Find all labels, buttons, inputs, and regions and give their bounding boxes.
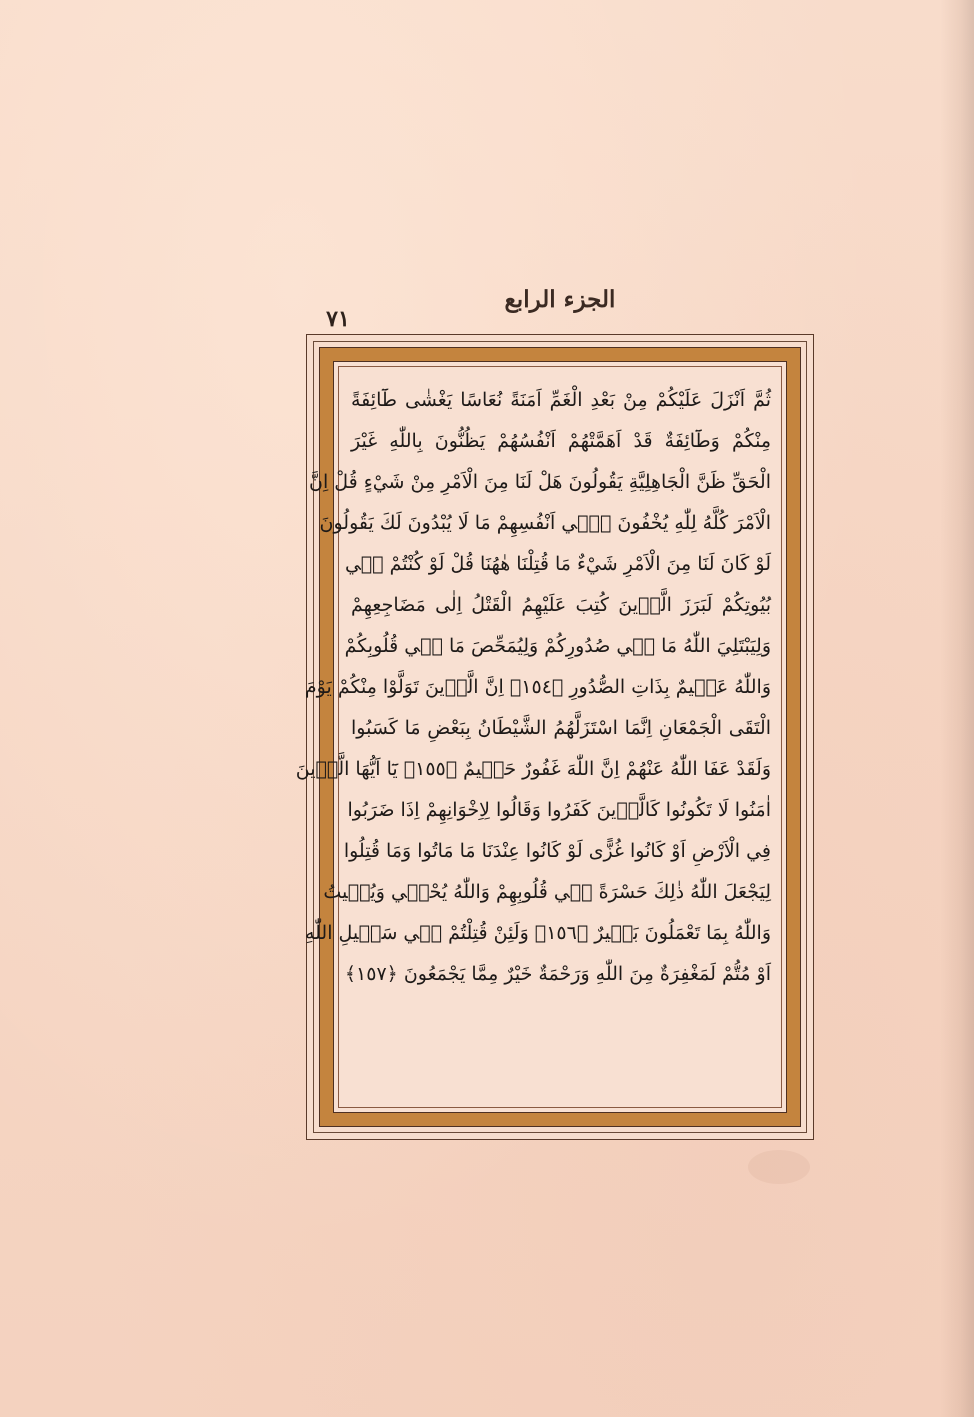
ornamental-frame [295,334,814,1140]
text-line: مِنْكُمْ وَطَٓائِفَةٌ قَدْ اَهَمَّتْهُمْ اَنْفُسُهُمْ يَظُنُّونَ بِاللّٰهِ غَيْرَ [351,429,771,452]
page-number: ٧١ [326,306,350,332]
text-line: وَلَقَدْ عَفَا اللّٰهُ عَنْهُمْ اِنَّ اللّٰهَ غَفُورٌ حَلٖيمٌ ﴿١٥٥﴾ يَٓا اَيُّهَا الَّذٖينَ [295,757,771,780]
text-line: بُيُوتِكُمْ لَبَرَزَ الَّذٖينَ كُتِبَ عَلَيْهِمُ الْقَتْلُ اِلٰى مَضَاجِعِهِمْ [351,593,771,616]
text-line: لِيَجْعَلَ اللّٰهُ ذٰلِكَ حَسْرَةً فٖي قُلُوبِهِمْ وَاللّٰهُ يُحْيٖي وَيُمٖيتُ [323,880,771,903]
text-line: الْاَمْرَ كُلَّهُ لِلّٰهِ يُخْفُونَ فٖٓي اَنْفُسِهِمْ مَا لَا يُبْدُونَ لَكَ يَقُولُونَ [319,511,771,534]
text-line: ثُمَّ اَنْزَلَ عَلَيْكُمْ مِنْ بَعْدِ الْغَمِّ اَمَنَةً نُعَاسًا يَغْشٰى طَٓائِفَةً [351,388,771,411]
text-line: وَاللّٰهُ عَلٖيمٌ بِذَاتِ الصُّدُورِ ﴿١٥٤﴾ اِنَّ الَّذٖينَ تَوَلَّوْا مِنْكُمْ يَوْمَ [304,675,771,698]
text-line: اَوْ مُتُّمْ لَمَغْفِرَةٌ مِنَ اللّٰهِ وَرَحْمَةٌ خَيْرٌ مِمَّا يَجْمَعُونَ ﴿١٥٧﴾ [344,962,771,985]
text-line: الْتَقَى الْجَمْعَانِ اِنَّمَا اسْتَزَلَّهُمُ الشَّيْطَانُ بِبَعْضِ مَا كَسَبُوا [351,716,771,739]
text-line: وَاللّٰهُ بِمَا تَعْمَلُونَ بَصٖيرٌ ﴿١٥٦﴾ وَلَئِنْ قُتِلْتُمْ فٖي سَبٖيلِ اللّٰهِ [304,921,771,944]
juz-title: الجزء الرابع [504,286,616,313]
faded-stamp [748,1150,810,1184]
text-line: الْحَقِّ ظَنَّ الْجَاهِلِيَّةِ يَقُولُونَ هَلْ لَنَا مِنَ الْاَمْرِ مِنْ شَيْءٍ قُلْ اِنَّ [309,470,771,493]
text-line: اٰمَنُوا لَا تَكُونُوا كَالَّذٖينَ كَفَرُوا وَقَالُوا لِاِخْوَانِهِمْ اِذَا ضَرَبُوا [347,798,771,821]
text-line: لَوْ كَانَ لَنَا مِنَ الْاَمْرِ شَيْءٌ مَا قُتِلْنَا هٰهُنَا قُلْ لَوْ كُنْتُمْ فٖي [344,552,771,575]
text-line: فِي الْاَرْضِ اَوْ كَانُوا غُزًّى لَوْ كَانُوا عِنْدَنَا مَا مَاتُوا وَمَا قُتِلُوا [343,839,771,862]
verse-text-block [295,379,771,1097]
page-binding-shadow [940,0,974,1417]
text-line: وَلِيَبْتَلِيَ اللّٰهُ مَا فٖي صُدُورِكُمْ وَلِيُمَحِّصَ مَا فٖي قُلُوبِكُمْ [344,634,771,657]
